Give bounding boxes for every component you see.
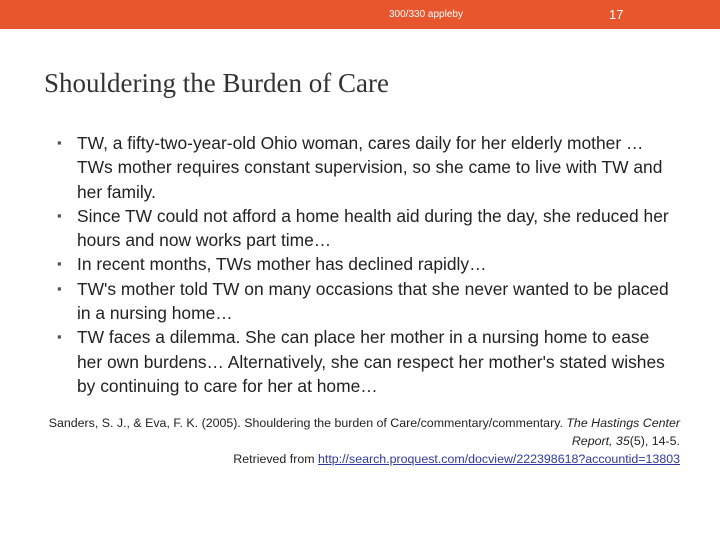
citation-journal: The Hastings Center Report, 35: [566, 416, 680, 448]
course-label: 300/330 appleby: [389, 9, 463, 20]
square-bullet-icon: ▪: [57, 256, 62, 272]
square-bullet-icon: ▪: [57, 135, 62, 150]
citation-issue: (5), 14-5.: [629, 434, 680, 448]
bullet-text: TW, a fifty-two-year-old Ohio woman, cares daily for her elderly mother … TWs mother requires constant supervision, so she came to live with TW and her family.: [77, 133, 663, 202]
bullet-text: Since TW could not afford a home health aid during the day, she reduced her hours and now works part time…: [77, 205, 669, 251]
citation-retrieved-prefix: Retrieved from: [233, 452, 318, 466]
bullet-item: [57, 131, 677, 204]
square-bullet-icon: ▪: [57, 329, 62, 345]
slide-title: Shouldering the Burden of Care: [44, 68, 389, 98]
bullet-text: In recent months, TWs mother has declined rapidly…: [77, 254, 487, 275]
page-number: 17: [609, 7, 624, 22]
citation-link[interactable]: http://search.proquest.com/docview/222398618?accountid=13803: [318, 452, 680, 466]
square-bullet-icon: ▪: [57, 280, 62, 296]
citation-authors: Sanders, S. J., & Eva, F. K. (2005). Shouldering the burden of Care/commentary/commentary.: [48, 416, 567, 430]
square-bullet-icon: ▪: [57, 207, 62, 223]
bullet-item: [57, 204, 677, 253]
slide-header-bar: [0, 0, 720, 29]
bullet-item: [57, 325, 677, 398]
bullet-text: TW faces a dilemma. She can place her mother in a nursing home to ease her own burdens… Alternatively, she can respect her mother's stated wishes by continuing to care for her at home…: [77, 327, 665, 396]
bullet-list: [57, 131, 677, 398]
bullet-item: [57, 252, 677, 276]
bullet-text: TW's mother told TW on many occasions that she never wanted to be placed in a nursing home…: [77, 278, 669, 324]
citation: [40, 414, 680, 468]
bullet-item: [57, 277, 677, 326]
